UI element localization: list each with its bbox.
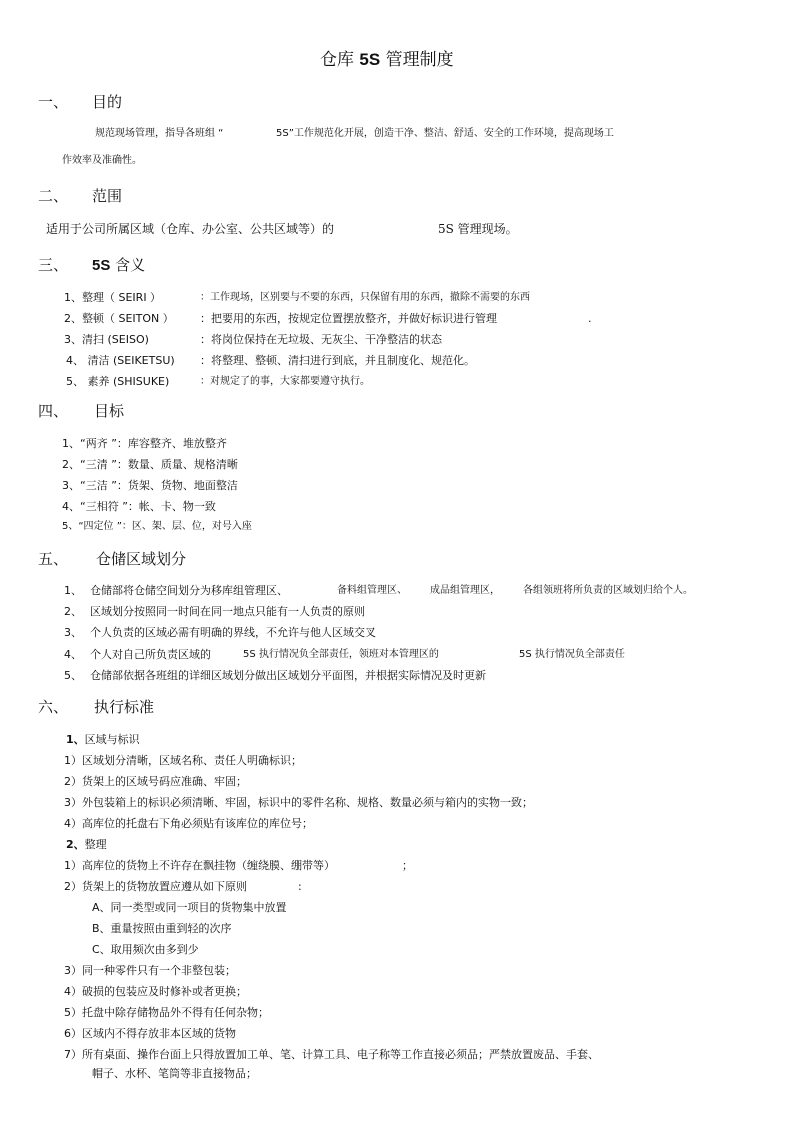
section-3-title-5s: 5S — [92, 257, 111, 274]
standard-1-item-1: 1）区域划分清晰，区域名称、责任人明确标识； — [64, 754, 302, 767]
section-1-title: 目的 — [92, 93, 123, 111]
standard-2-rule-c: C、取用频次由多到少 — [92, 943, 199, 956]
area-item-2: 区域划分按照同一时间在同一地点只能有一人负责的原则 — [90, 605, 365, 618]
standard-2-item-1-a: 1）高库位的货物上不许存在飘挂物（缠绕膜、绷带等） — [64, 859, 335, 872]
scope-text-a: 适用于公司所属区域（仓库、办公室、公共区域等）的 — [46, 222, 335, 236]
standard-2-rule-a: A、同一类型或同一项目的货物集中放置 — [92, 901, 287, 914]
area-item-4-c: 5S 执行情况负全部责任 — [519, 649, 625, 660]
standard-2-item-7-cont: 帽子、水杯、笔筒等非直接物品； — [92, 1067, 257, 1080]
meaning-item-1-term: 1、整理（ SEIRI ） — [64, 291, 162, 304]
title-text: 仓库 — [320, 50, 354, 70]
title-5s: 5S — [359, 50, 381, 69]
area-item-1-a: 仓储部将仓储空间划分为移库组管理区、 — [90, 584, 288, 597]
area-item-3-number: 3、 — [64, 626, 82, 639]
area-item-4-b: 5S 执行情况负全部责任，领班对本管理区的 — [243, 649, 439, 660]
goal-item-3: 3、“三洁 ”：货架、货物、地面整洁 — [62, 479, 238, 492]
standard-2-item-6: 6）区域内不得存放非本区域的货物 — [64, 1027, 236, 1040]
meaning-item-2-desc: ：把要用的东西，按规定位置摆放整齐，并做好标识进行管理 — [200, 312, 497, 325]
standard-2-item-1-b: ； — [402, 859, 413, 872]
area-item-3: 个人负责的区域必需有明确的界线，不允许与他人区域交叉 — [90, 626, 376, 639]
area-item-1-number: 1、 — [64, 584, 82, 597]
goal-item-5: 5、“四定位 ”：区、架、层、位，对号入座 — [62, 521, 252, 532]
section-4-number: 四、 — [38, 402, 69, 420]
scope-text-b: 5S 管理现场。 — [438, 222, 518, 236]
section-6-title: 执行标准 — [94, 698, 155, 716]
meaning-item-4-term: 4、 清洁 (SEIKETSU) — [66, 354, 175, 367]
meaning-item-1-desc: ：工作现场，区别要与不要的东西，只保留有用的东西，撤除不需要的东西 — [200, 292, 530, 303]
goal-item-2: 2、“三清 ”：数量、质量、规格清晰 — [62, 458, 238, 471]
area-item-4-a: 个人对自己所负责区域的 — [90, 648, 211, 661]
standard-sub-2-title: 整理 — [84, 838, 107, 851]
standard-2-item-2-b: : — [298, 880, 302, 893]
standard-2-item-5: 5）托盘中除存储物品外不得有任何杂物； — [64, 1006, 269, 1019]
goal-item-4: 4、“三相符 ”：帐、卡、物一致 — [62, 500, 216, 513]
meaning-item-3-desc: ：将岗位保持在无垃圾、无灰尘、干净整洁的状态 — [200, 333, 442, 346]
section-4-title: 目标 — [94, 402, 125, 420]
section-1-number: 一、 — [38, 93, 69, 111]
meaning-item-2-dot: . — [588, 312, 592, 325]
standard-2-item-7: 7）所有桌面、操作台面上只得放置加工单、笔、计算工具、电子称等工作直接必须品；严禁放置废品、手套、 — [64, 1048, 599, 1061]
standard-2-item-4: 4）破损的包装应及时修补或者更换； — [64, 985, 247, 998]
area-item-1-c: 成品组管理区， — [430, 585, 500, 596]
standard-1-item-2: 2）货架上的区域号码应准确、牢固； — [64, 775, 247, 788]
standard-sub-1 — [66, 734, 140, 745]
standard-sub-1-number: 1、 — [66, 733, 85, 746]
section-2-title: 范围 — [92, 187, 123, 205]
standard-2-item-3: 3）同一种零件只有一个非整包装； — [64, 964, 236, 977]
area-item-5-number: 5、 — [64, 669, 82, 682]
purpose-line-2: 作效率及准确性。 — [62, 155, 142, 166]
section-5-title: 仓储区域划分 — [96, 550, 187, 568]
meaning-item-2-term: 2、整顿（ SEITON ） — [64, 312, 174, 325]
meaning-item-3-term: 3、清扫 (SEISO) — [64, 333, 149, 346]
standard-sub-2-number: 2、 — [66, 838, 85, 851]
title-suffix: 管理制度 — [385, 50, 454, 70]
area-item-1-b: 备料组管理区、 — [337, 585, 407, 596]
page-title — [320, 51, 454, 69]
section-5-number: 五、 — [38, 550, 69, 568]
standard-sub-1-title: 区域与标识 — [84, 733, 140, 746]
meaning-item-4-desc: ：将整理、整顿、清扫进行到底，并且制度化、规范化。 — [200, 354, 475, 367]
section-3-title-text: 含义 — [115, 256, 146, 274]
standard-1-item-3: 3）外包装箱上的标识必须清晰、牢固，标识中的零件名称、规格、数量必须与箱内的实物一致； — [64, 796, 533, 809]
section-6-number: 六、 — [38, 698, 69, 716]
section-3-number: 三、 — [38, 256, 69, 274]
meaning-item-5-term: 5、 素养 (SHISUKE) — [66, 375, 170, 388]
standard-1-item-4: 4）高库位的托盘右下角必须贴有该库位的库位号； — [64, 817, 313, 830]
standard-2-item-2-a: 2）货架上的货物放置应遵从如下原则 — [64, 880, 247, 893]
meaning-item-5-desc: ：对规定了的事，大家都要遵守执行。 — [200, 376, 370, 387]
section-2-number: 二、 — [38, 187, 69, 205]
goal-item-1: 1、“两齐 ”：库容整齐、堆放整齐 — [62, 437, 227, 450]
standard-2-rule-b: B、重量按照由重到轻的次序 — [92, 922, 232, 935]
purpose-line-1-b: 5S”工作规范化开展，创造干净、整洁、舒适、安全的工作环境，提高现场工 — [276, 128, 614, 139]
purpose-line-1-a: 规范现场管理，指导各班组 “ — [95, 128, 224, 139]
standard-sub-2 — [66, 839, 107, 850]
area-item-4-number: 4、 — [64, 648, 82, 661]
section-3-title — [92, 258, 145, 273]
area-item-1-d: 各组领班将所负责的区域划归给个人。 — [523, 585, 693, 596]
area-item-5: 仓储部依据各班组的详细区域划分做出区域划分平面图，并根据实际情况及时更新 — [90, 669, 486, 682]
area-item-2-number: 2、 — [64, 605, 82, 618]
